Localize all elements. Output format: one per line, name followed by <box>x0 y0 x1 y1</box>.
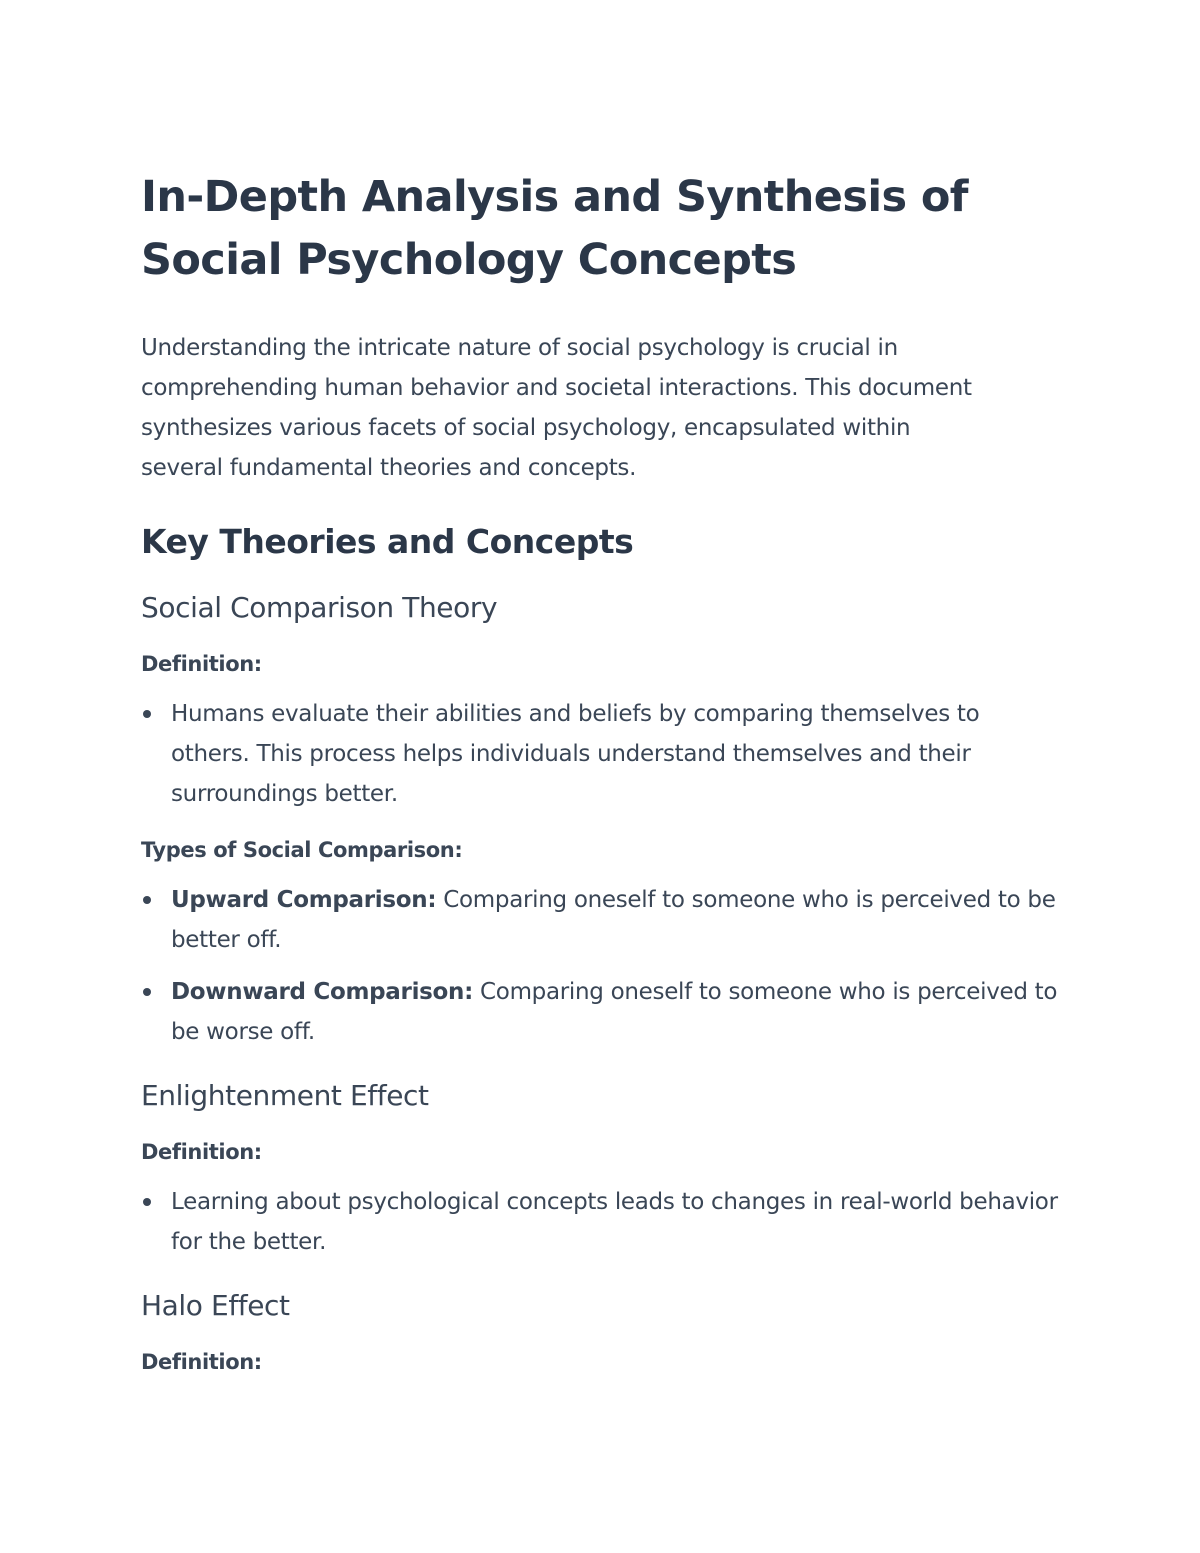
list-item-text: Humans evaluate their abilities and beliefs by comparing themselves to others. This process helps individuals understand themselves and their surroundings better. <box>171 701 980 807</box>
list-item <box>141 880 1061 960</box>
intro-line-4: several fundamental theories and concepts. <box>141 455 637 481</box>
definition-list <box>141 1182 1061 1262</box>
subsection-heading-enlightenment: Enlightenment Effect <box>141 1079 429 1112</box>
definition-list <box>141 694 1061 814</box>
types-list <box>141 880 1061 1052</box>
bullet-icon <box>143 710 151 718</box>
section-heading-key-theories: Key Theories and Concepts <box>141 522 634 561</box>
definition-label: Definition: <box>141 652 262 676</box>
bullet-icon <box>143 896 151 904</box>
list-item <box>141 972 1061 1052</box>
types-label: Types of Social Comparison: <box>141 838 463 862</box>
document-title-line-2: Social Psychology Concepts <box>141 235 797 285</box>
list-item-text: Comparing oneself to someone who is perceived to be better off. <box>171 887 1056 953</box>
subsection-heading-social-comparison: Social Comparison Theory <box>141 591 498 624</box>
intro-line-1: Understanding the intricate nature of social psychology is crucial in <box>141 335 898 361</box>
subsection-heading-halo: Halo Effect <box>141 1289 290 1322</box>
list-item-term: Downward Comparison: <box>171 979 474 1005</box>
definition-label: Definition: <box>141 1140 262 1164</box>
document-title-line-1: In-Depth Analysis and Synthesis of <box>141 172 968 222</box>
list-item-term: Upward Comparison: <box>171 887 437 913</box>
list-item-text: Comparing oneself to someone who is perceived to be worse off. <box>171 979 1058 1045</box>
list-item <box>141 1182 1061 1262</box>
document-title <box>141 166 1061 292</box>
list-item <box>141 694 1061 814</box>
list-item-text: Learning about psychological concepts leads to changes in real-world behavior for the better. <box>171 1189 1058 1255</box>
intro-paragraph <box>141 328 1061 488</box>
document-page <box>141 166 1061 1378</box>
bullet-icon <box>143 988 151 996</box>
intro-line-2: comprehending human behavior and societal interactions. This document <box>141 375 972 401</box>
bullet-icon <box>143 1198 151 1206</box>
intro-line-3: synthesizes various facets of social psychology, encapsulated within <box>141 415 911 441</box>
definition-label: Definition: <box>141 1350 262 1374</box>
